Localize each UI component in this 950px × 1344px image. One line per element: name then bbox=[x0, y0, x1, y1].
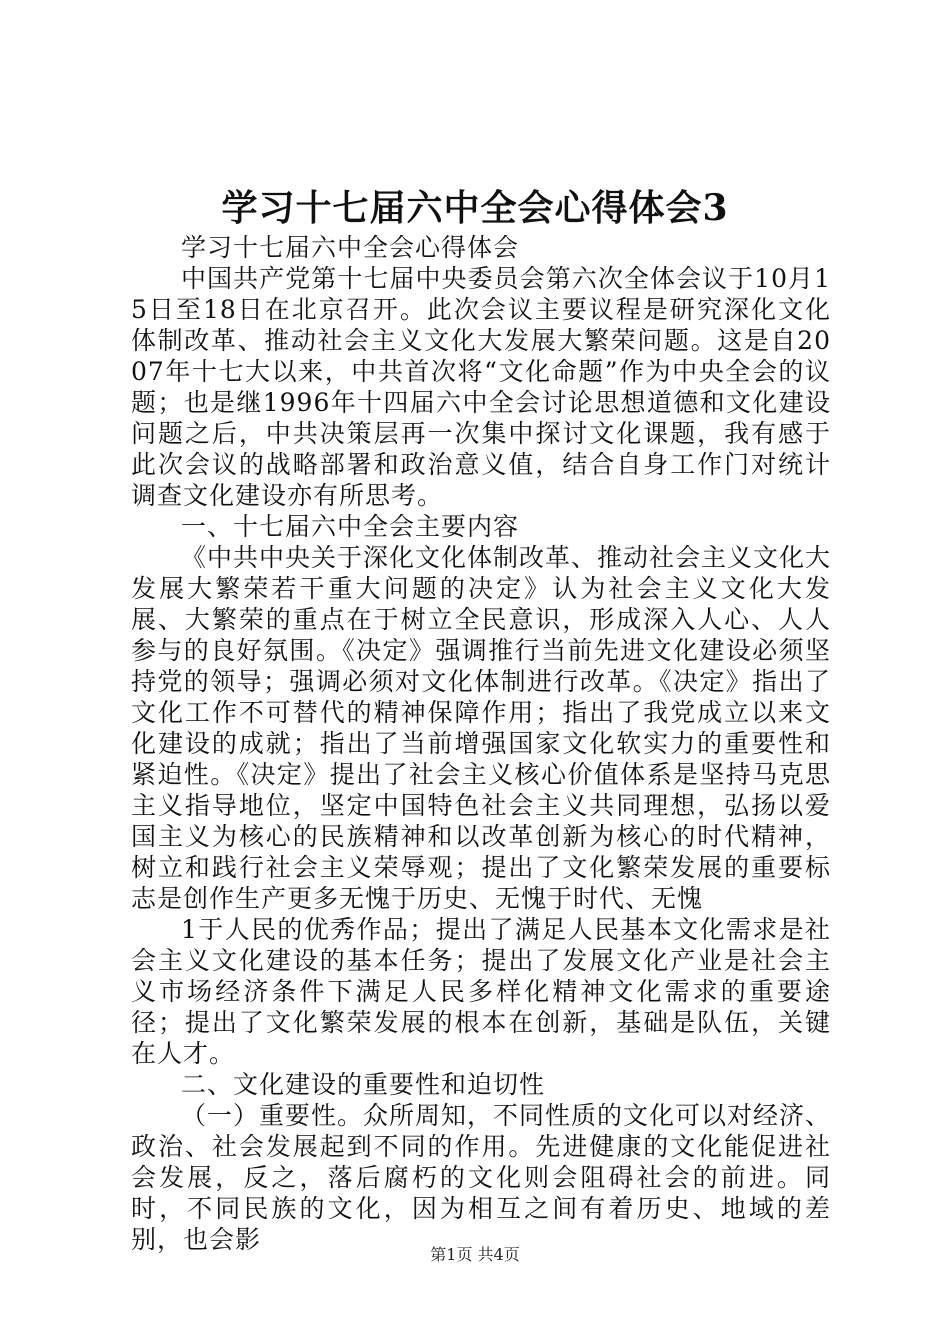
page-footer: 第1页 共4页 bbox=[430, 1245, 520, 1264]
subtitle-paragraph: 学习十七届六中全会心得体会 bbox=[181, 233, 520, 262]
section-heading-2: 二、文化建设的重要性和迫切性 bbox=[181, 1070, 546, 1099]
intro-paragraph: 中国共产党第十七届中央委员会第六次全体会议于10月15日至18日在北京召开。此次会议主要议程是研究深化文化体制改革、推动社会主义文化大发展大繁荣问题。这是自2007年十七大以来，中共首次将“文化命题”作为中央全会的议题；也是继1996年十四届六中全会讨论思想道德和文化建设问题之后，中共决策层再一次集中探讨文化课题，我有感于此次会议的战略部署和政治意义值，结合自身工作门对统计调查文化建设亦有所思考。 bbox=[131, 264, 831, 510]
decision-continued-paragraph: 1于人民的优秀作品；提出了满足人民基本文化需求是社会主义文化建设的基本任务；提出了发展文化产业是社会主义市场经济条件下满足人民多样化精神文化需求的重要途径；提出了文化繁荣发展的根本在创新，基础是队伍，关键在人才。 bbox=[131, 915, 831, 1068]
document-title: 学习十七届六中全会心得体会3 bbox=[221, 187, 729, 229]
document-body bbox=[131, 232, 831, 1255]
decision-paragraph: 《中共中央关于深化文化体制改革、推动社会主义文化大发展大繁荣若干重大问题的决定》认为社会主义文化大发展、大繁荣的重点在于树立全民意识，形成深入人心、人人参与的良好氛围。《决定》强调推行当前先进文化建设必须坚持党的领导；强调必须对文化体制进行改革。《决定》指出了文化工作不可替代的精神保障作用；指出了我党成立以来文化建设的成就；指出了当前增强国家文化软实力的重要性和紧迫性。《决定》提出了社会主义核心价值体系是坚持马克思主义指导地位，坚定中国特色社会主义共同理想，弘扬以爱国主义为核心的民族精神和以改革创新为核心的时代精神，树立和践行社会主义荣辱观；提出了文化繁荣发展的重要标志是创作生产更多无愧于历史、无愧于时代、无愧 bbox=[131, 543, 832, 913]
importance-paragraph: （一）重要性。众所周知，不同性质的文化可以对经济、政治、社会发展起到不同的作用。先进健康的文化能促进社会发展，反之，落后腐朽的文化则会阻碍社会的前进。同时，不同民族的文化，因为相互之间有着历史、地域的差别，也会影 bbox=[131, 1101, 832, 1254]
section-heading-1: 一、十七届六中全会主要内容 bbox=[181, 512, 520, 541]
